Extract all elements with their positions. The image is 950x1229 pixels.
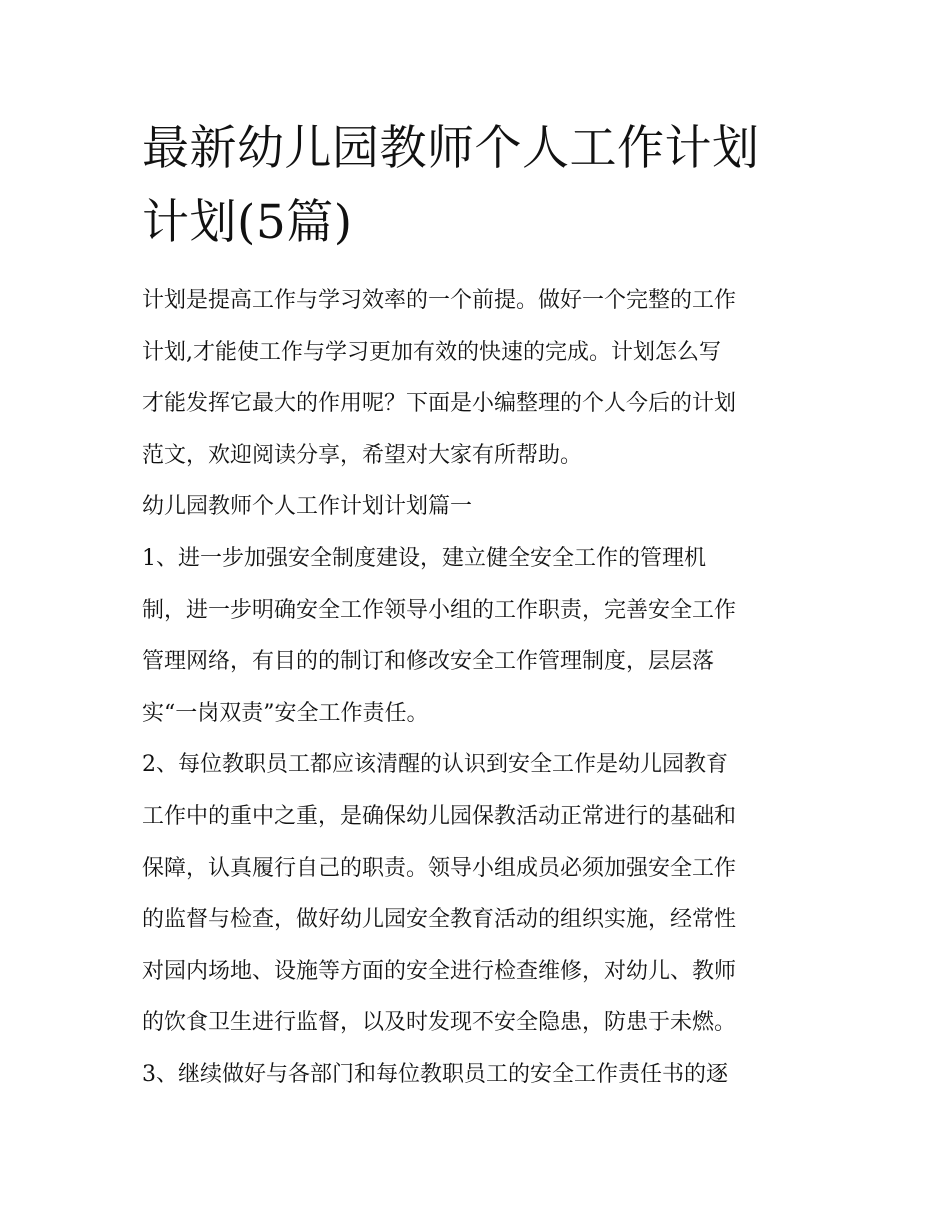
intro-paragraph xyxy=(142,275,822,481)
text-line: 的监督与检查，做好幼儿园安全教育活动的组织实施，经常性 xyxy=(142,907,737,933)
section-heading xyxy=(142,481,822,533)
text-line: 工作中的重中之重，是确保幼儿园保教活动正常进行的基础和 xyxy=(142,803,737,829)
title-line: 最新幼儿园教师个人工作计划 xyxy=(142,121,760,176)
text-line: 对园内场地、设施等方面的安全进行检查维修，对幼儿、教师 xyxy=(142,958,737,984)
text-line: 2、每位教职员工都应该清醒的认识到安全工作是幼儿园教育 xyxy=(142,752,728,778)
text-line: 计划是提高工作与学习效率的一个前提。做好一个完整的工作 xyxy=(142,288,737,313)
text-line: 管理网络，有目的的制订和修改安全工作管理制度，层层落 xyxy=(142,649,715,675)
item-3-paragraph xyxy=(142,1049,822,1101)
text-line: 实“一岗双责”安全工作责任。 xyxy=(142,700,429,726)
item-2-paragraph xyxy=(142,739,822,1049)
text-line: 范文，欢迎阅读分享，希望对大家有所帮助。 xyxy=(142,442,583,468)
text-line: 幼儿园教师个人工作计划计划篇一 xyxy=(142,494,473,520)
text-line: 制，进一步明确安全工作领导小组的工作职责，完善安全工作 xyxy=(142,597,737,623)
text-line: 3、继续做好与各部门和每位教职员工的安全工作责任书的逐 xyxy=(142,1061,728,1087)
text-line: 的饮食卫生进行监督，以及时发现不安全隐患，防患于未燃。 xyxy=(142,1010,737,1036)
item-1-paragraph xyxy=(142,533,822,739)
document-body xyxy=(142,275,822,1101)
title-line: 计划(5篇) xyxy=(142,195,353,250)
document-title xyxy=(142,112,822,260)
text-line: 保障，认真履行自己的职责。领导小组成员必须加强安全工作 xyxy=(142,855,737,881)
text-line: 计划,才能使工作与学习更加有效的快速的完成。计划怎么写 xyxy=(142,339,721,365)
text-line: 才能发挥它最大的作用呢？下面是小编整理的个人今后的计划 xyxy=(142,391,737,417)
text-line: 1、进一步加强安全制度建设，建立健全安全工作的管理机 xyxy=(142,545,706,571)
